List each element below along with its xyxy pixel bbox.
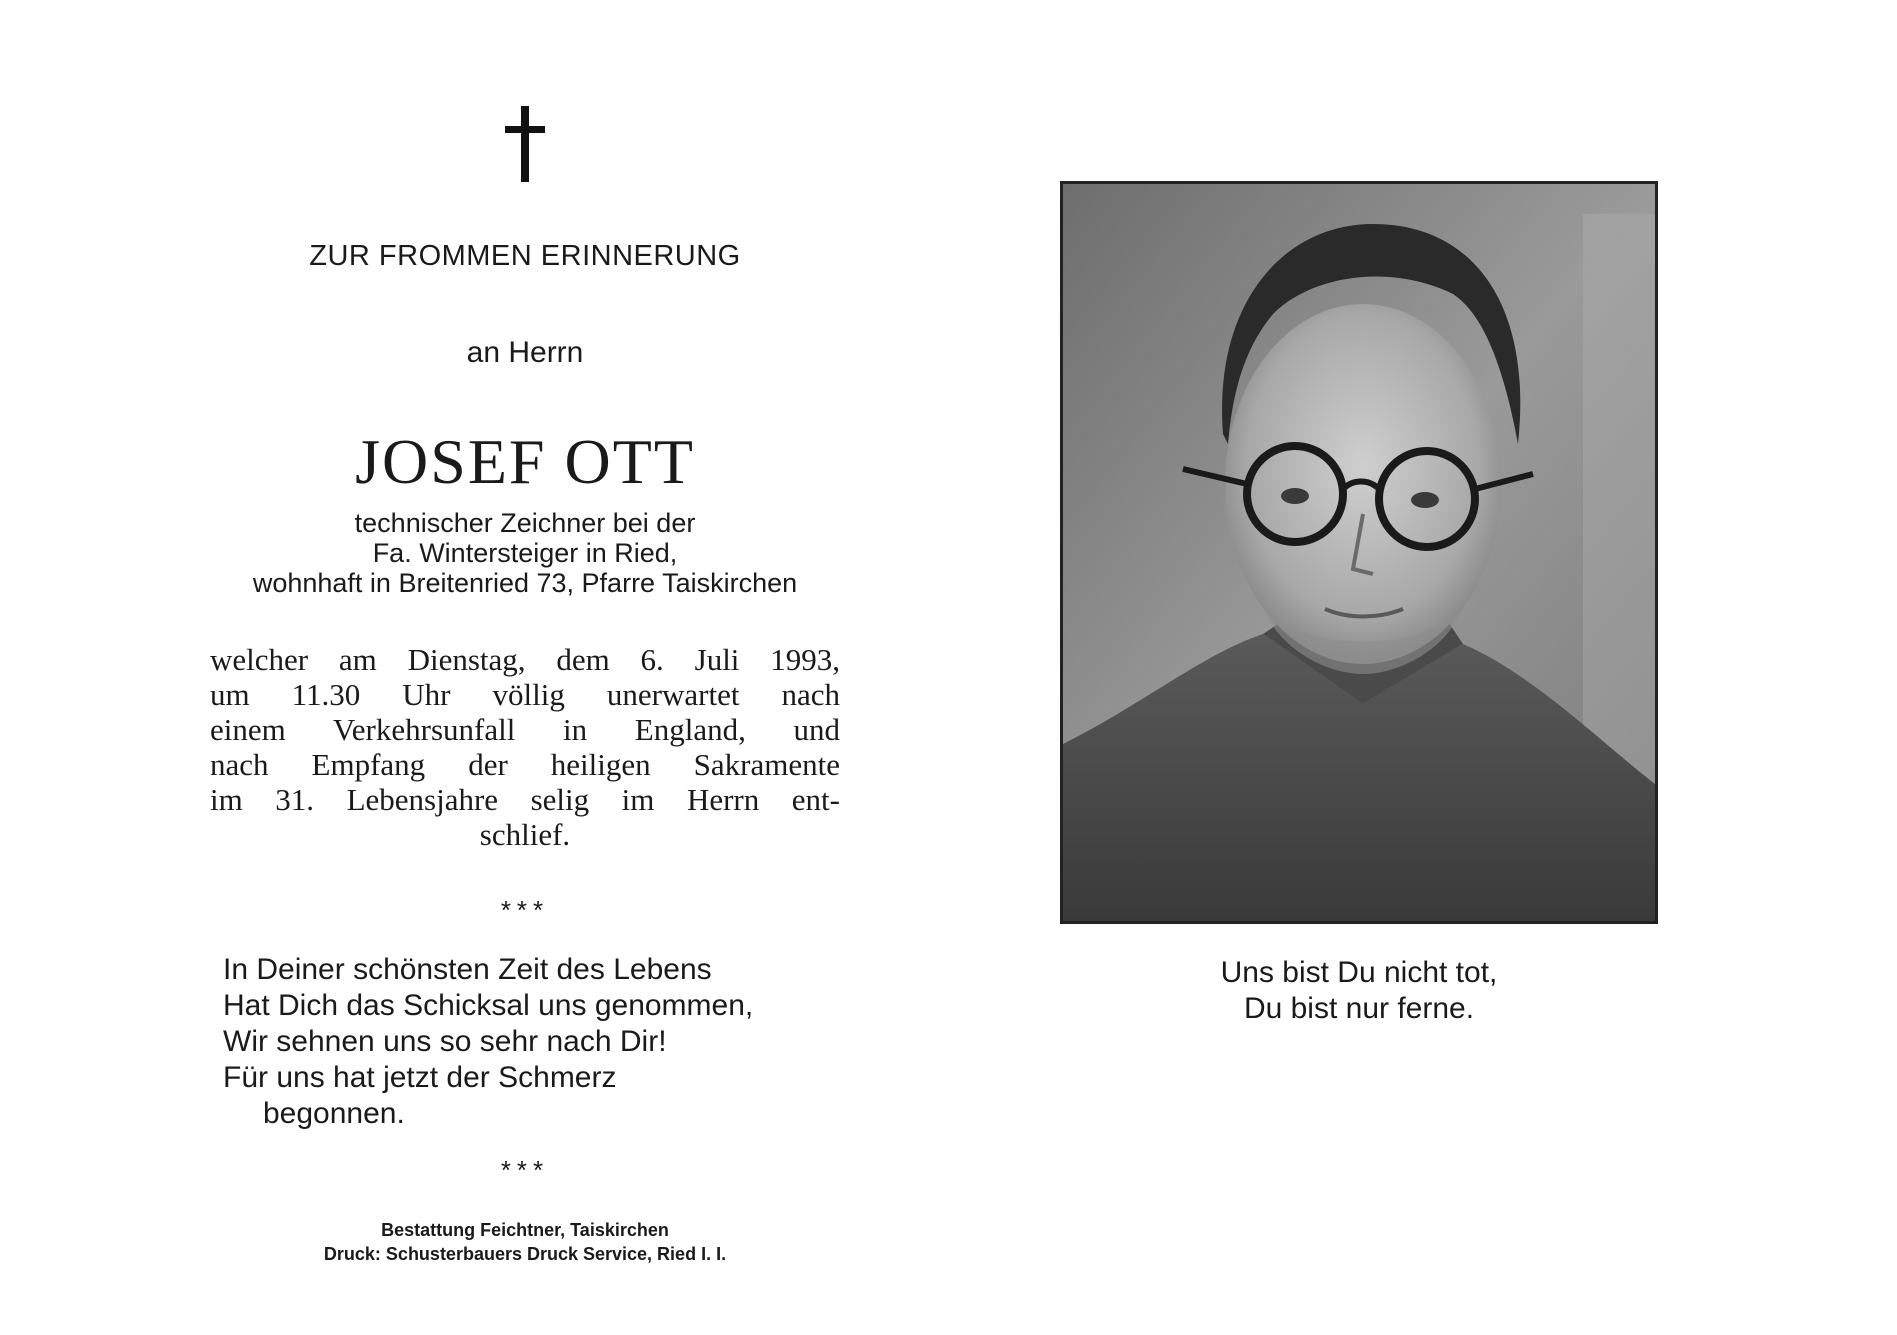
poem-line: Wir sehnen uns so sehr nach Dir!: [223, 1025, 667, 1058]
occupation-block: [180, 508, 870, 598]
residence-line: wohnhaft in Breitenried 73, Pfarre Taiskirchen: [252, 568, 798, 598]
poem-line: Für uns hat jetzt der Schmerz: [223, 1061, 617, 1094]
obituary-line: einem Verkehrsunfall in England, und: [210, 712, 840, 747]
photo-caption: [1060, 955, 1658, 1027]
obituary-line: nach Empfang der heiligen Sakramente: [210, 747, 840, 782]
cross-icon: [505, 106, 545, 182]
obituary-line: welcher am Dienstag, dem 6. Juli 1993,: [210, 642, 840, 677]
poem-line: Hat Dich das Schicksal uns genommen,: [223, 989, 754, 1022]
text-column: [180, 0, 870, 1335]
funeral-home: Bestattung Feichtner, Taiskirchen: [381, 1220, 669, 1240]
portrait-photo: [1060, 181, 1658, 924]
poem: [223, 952, 863, 1132]
portrait-image: [1063, 184, 1655, 921]
salutation: an Herrn: [466, 336, 584, 369]
occupation-line: technischer Zeichner bei der: [354, 508, 696, 538]
footer-credits: [180, 1218, 870, 1266]
printer-credit: Druck: Schusterbauers Druck Service, Ried I. I.: [323, 1244, 727, 1264]
poem-line: In Deiner schönsten Zeit des Lebens: [223, 953, 712, 986]
obituary-paragraph: [210, 642, 840, 852]
separator-stars: ***: [500, 1155, 550, 1185]
deceased-name: JOSEF OTT: [355, 426, 695, 497]
employer-line: Fa. Wintersteiger in Ried,: [372, 538, 678, 568]
separator-stars: ***: [500, 895, 550, 925]
obituary-line: im 31. Lebensjahre selig im Herrn ent-: [210, 782, 840, 817]
poem-line: begonnen.: [263, 1097, 405, 1130]
caption-line: Uns bist Du nicht tot,: [1220, 956, 1498, 989]
obituary-line: um 11.30 Uhr völlig unerwartet nach: [210, 677, 840, 712]
obituary-line: schlief.: [479, 817, 571, 852]
memorial-heading: ZUR FROMMEN ERINNERUNG: [309, 240, 741, 272]
caption-line: Du bist nur ferne.: [1243, 992, 1475, 1025]
